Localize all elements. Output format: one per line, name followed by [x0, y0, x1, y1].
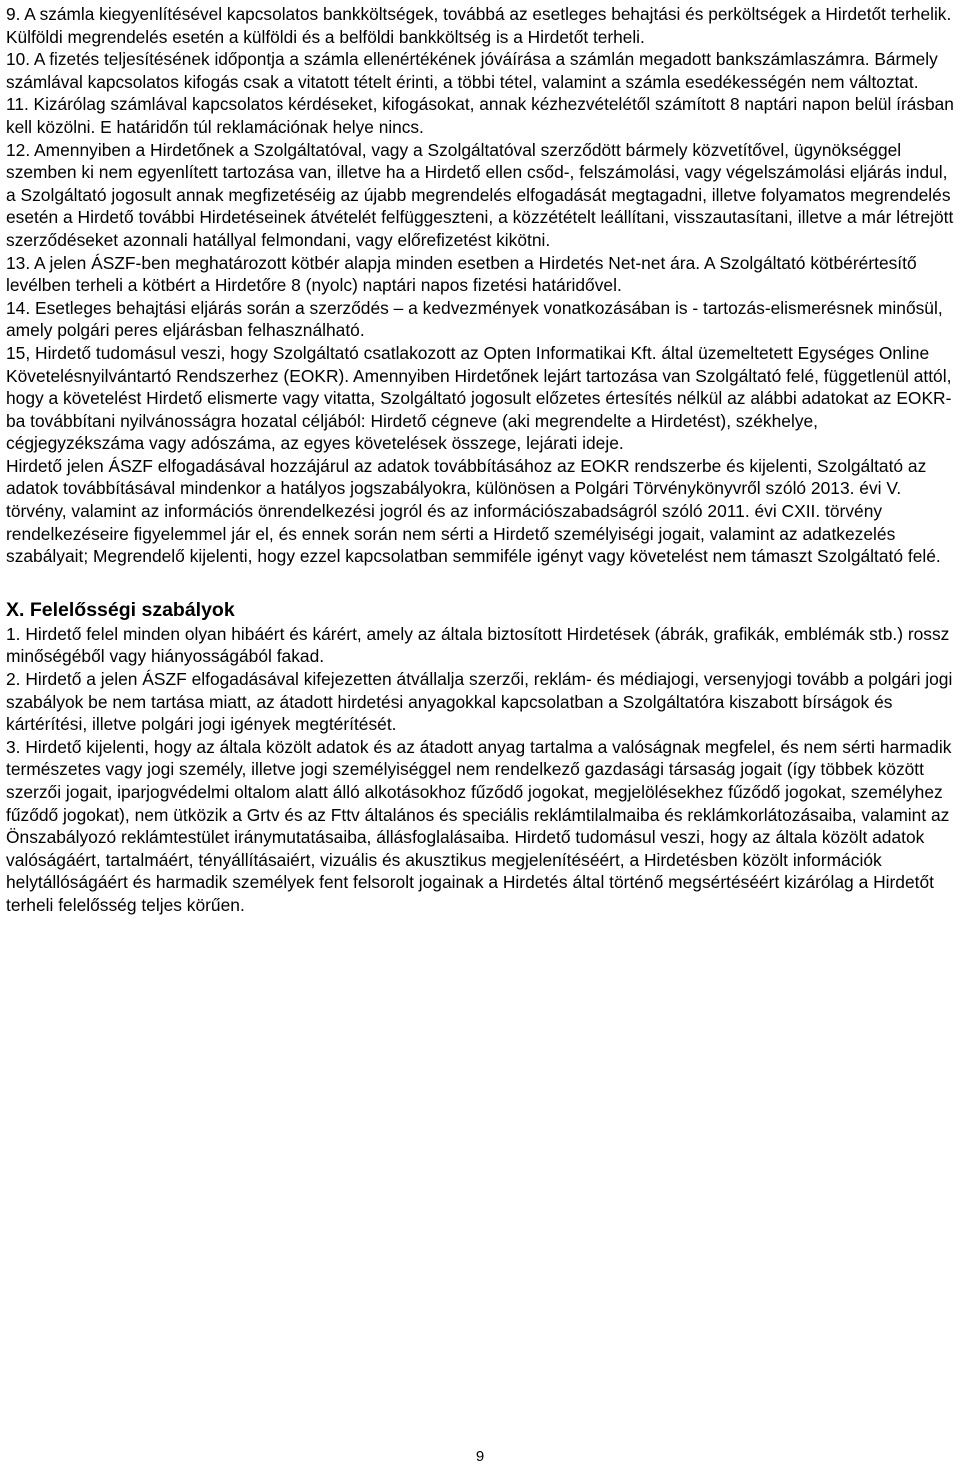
paragraph-10: 10. A fizetés teljesítésének időpontja a számla ellenértékének jóváírása a számlán megadott bankszámlaszámra. Bármely számlával kapcsolatos kifogás csak a vitatott tételt érinti, a többi tétel, valamint a számla esedékességén nem változtat. [6, 49, 938, 92]
payment-terms-section [6, 3, 954, 139]
liability-paragraph-1: 1. Hirdető felel minden olyan hibáért és kárért, amely az általa biztosított Hirdetések (ábrák, grafikák, emblémák stb.) rossz minőségéből vagy hiányosságából fakad. [6, 623, 950, 667]
liability-paragraph-2: 2. Hirdető a jelen ÁSZF elfogadásával kifejezetten átvállalja szerzői, reklám- és médiajogi, versenyjogi tovább a polgári jogi szabályok be nem tartása miatt, az átadott hirdetési anyagokkal kapcsolatban a Szolgáltatóra kiszabott bírságok és kártérítési, illetve polgári jogi igények megtérítését. [6, 669, 953, 735]
liability-paragraph-3: 3. Hirdető kijelenti, hogy az általa közölt adatok és az átadott anyag tartalma a valóságnak megfelel, és nem sérti harmadik természetes vagy jogi személy, illetve jogi személyiséggel nem rendelkező gazdasági társaság jogait (így többek között szerzői jogait, iparjogvédelmi oltalom alatt álló alkotásokhoz fűződő jogokat, megjelölésekhez fűződő jogokat, személyhez fűződő jogokat), nem ütközik a Grtv és az Fttv általános és speciális reklámtilalmaiba és reklámkorlátozásaiba, valamint az Önszabályozó reklámtestület iránymutatásaiba, állásfoglalásaiba. Hirdető tudomásul veszi, hogy az általa közölt adatok valóságáért, tartalmáért, tényállításaiért, vizuális és akusztikus megjelenítéséért, a Hirdetésben közölt információk helytállóságáért és harmadik személyek fent felsorolt jogainak a Hirdetés által történő megsértéséért kizárólag a Hirdetőt terheli felelősség teljes körűen. [6, 736, 952, 915]
paragraph-9: 9. A számla kiegyenlítésével kapcsolatos bankköltségek, továbbá az esetleges behajtási és perköltségek a Hirdetőt terhelik. Külföldi megrendelés esetén a külföldi és a belföldi bankköltség is a Hirdetőt terheli. [6, 4, 952, 47]
paragraph-12: 12. Amennyiben a Hirdetőnek a Szolgáltatóval, vagy a Szolgáltatóval szerződött bármely közvetítővel, ügynökséggel szemben ki nem egyenlített tartozása van, illetve ha a Hirdető ellen csőd-, felszámolási, vagy végelszámolási eljárás indul, a Szolgáltató jogosult annak megfizetéséig az újabb megrendelés elfogadását megtagadni, illetve folyamatos megrendelés esetén a Hirdető további Hirdetéseinek átvételét felfüggeszteni, a közzétételt leállítani, visszautasítani, illetve a már létrejött szerződéseket azonnali hatállyal felmondani, vagy előrefizetést kikötni. [6, 139, 954, 250]
page-number: 9 [475, 1448, 485, 1465]
paragraph-11: 11. Kizárólag számlával kapcsolatos kérdéseket, kifogásokat, annak kézhezvételétől számított 8 naptári napon belül írásban kell közölni. E határidőn túl reklamációnak helye nincs. [6, 94, 954, 137]
debt-terms-section [6, 139, 954, 568]
liability-section [6, 598, 954, 917]
section-heading: X. Felelősségi szabályok [6, 598, 235, 621]
paragraph-14: 14. Esetleges behajtási eljárás során a szerződés – a kedvezmények vonatkozásában is - tartozás-elismerésnek minősül, amely polgári peres eljárásban felhasználható. [6, 297, 943, 341]
paragraph-15-consent: Hirdető jelen ÁSZF elfogadásával hozzájárul az adatok továbbításához az EOKR rendszerbe és kijelenti, Szolgáltató az adatok továbbításával mindenkor a hatályos jogszabályokra, különösen a Polgári Törvénykönyvről szóló 2013. évi V. törvény, valamint az információs önrendelkezési jogról és az információszabadságról szóló 2011. évi CXII. törvény rendelkezéseire figyelemmel jár el, és ennek során nem sérti a Hirdető személyiségi jogait, valamint az adatkezelés szabályait; Megrendelő kijelenti, hogy ezzel kapcsolatban semmiféle igényt vagy követelést nem támaszt Szolgáltató felé. [6, 455, 941, 567]
document-page [6, 3, 954, 917]
paragraph-15: 15, Hirdető tudomásul veszi, hogy Szolgáltató csatlakozott az Opten Informatikai Kft. által üzemeltetett Egységes Online Követelésnyilvántartó Rendszerhez (EOKR). Amennyiben Hirdetőnek lejárt tartozása van Szolgáltató felé, függetlenül attól, hogy a követelést Hirdető elismerte vagy vitatta, Szolgáltató jogosult előzetes értesítés nélkül az alábbi adatokat az EOKR-ba továbbítani nyilvánosságra hozatal céljából: Hirdető cégneve (aki megrendelte a Hirdetést), székhelye, cégjegyzékszáma vagy adószáma, az egyes követelések összege, lejárati ideje. [6, 342, 952, 454]
paragraph-13: 13. A jelen ÁSZF-ben meghatározott kötbér alapja minden esetben a Hirdetés Net-net ára. A Szolgáltató kötbérértesítő levélben terheli a kötbért a Hirdetőre 8 (nyolc) naptári napos fizetési határidővel. [6, 252, 917, 296]
